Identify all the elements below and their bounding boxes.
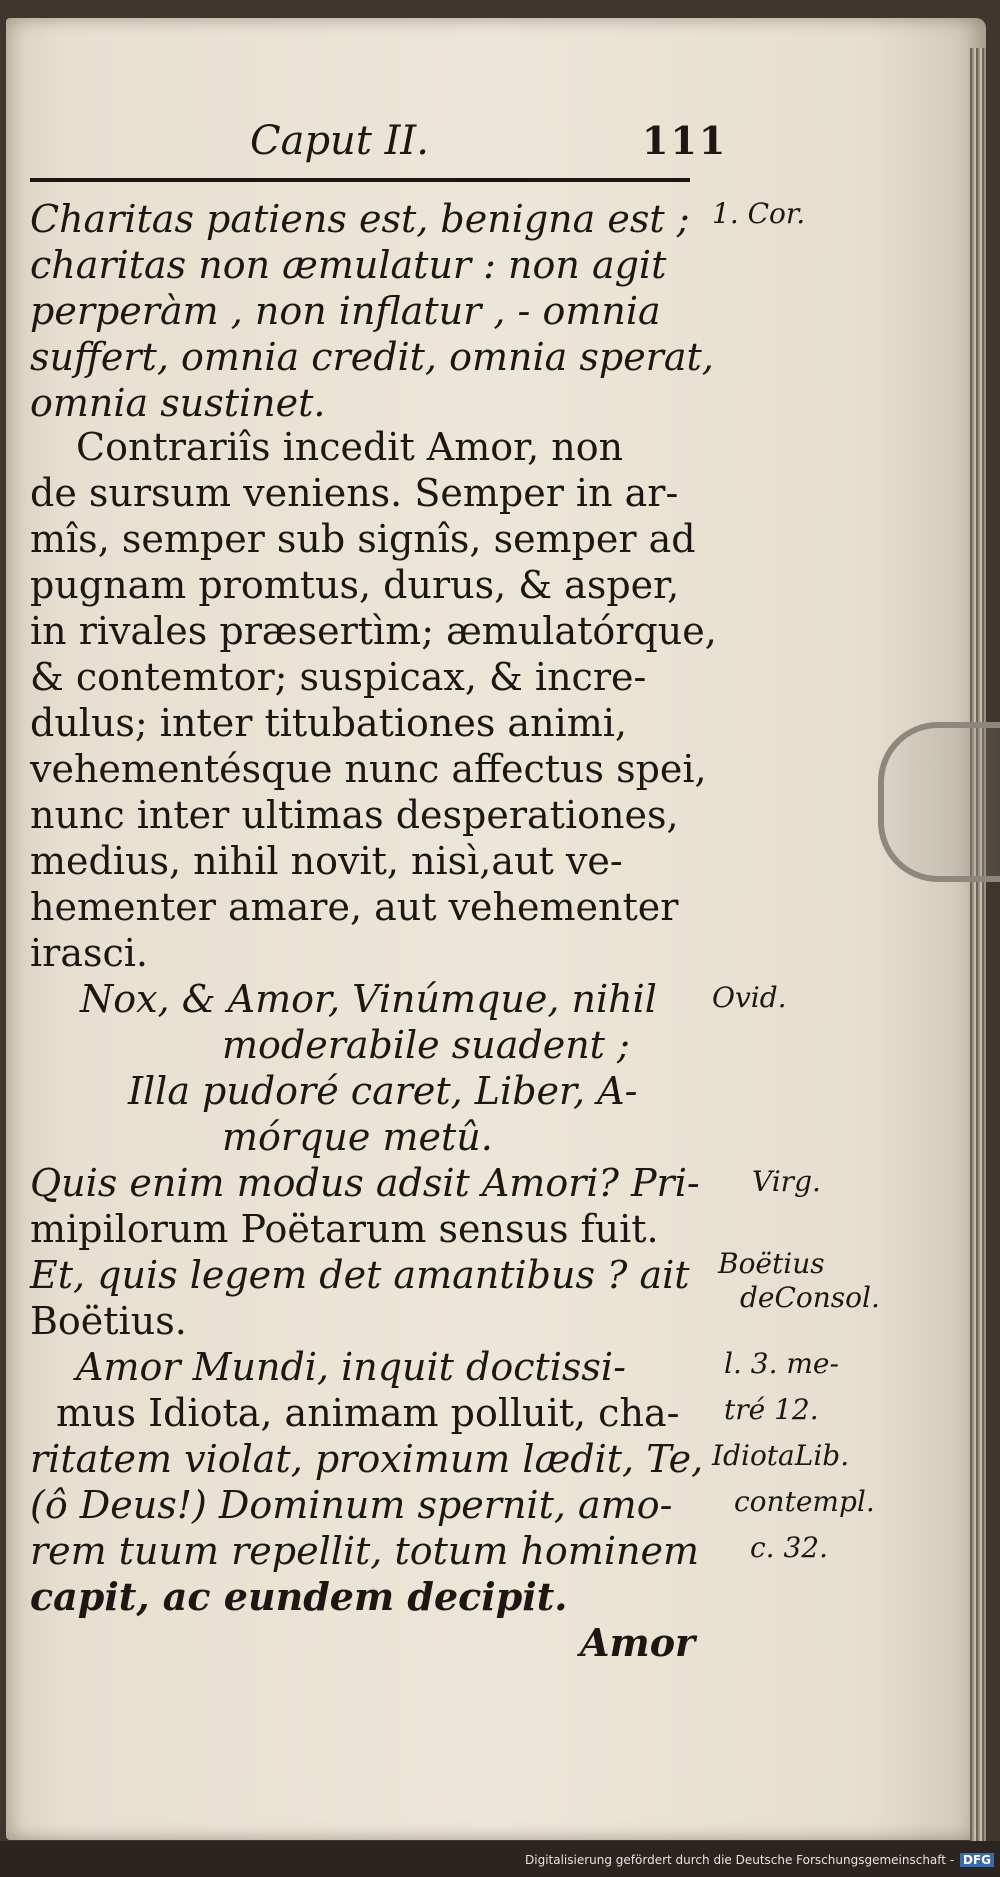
text-line: charitas non æmulatur : non agit (30, 243, 667, 287)
margin-note: c. 32. (750, 1531, 829, 1564)
text-line: vehementésque nunc affectus spei, (30, 747, 707, 791)
credit-text: Digitalisierung gefördert durch die Deutsche Forschungsgemeinschaft - (525, 1853, 955, 1867)
catchword: Amor (580, 1620, 696, 1665)
margin-note: Virg. (752, 1165, 821, 1198)
text-line: suffert, omnia credit, omnia sperat, (30, 335, 714, 379)
text-line: irasci. (30, 931, 148, 975)
header-rule (30, 178, 690, 182)
page-edge (970, 48, 986, 1848)
text-line: dulus; inter titubationes animi, (30, 701, 627, 745)
margin-note: IdiotaLib. (712, 1439, 850, 1472)
margin-note: tré 12. (724, 1393, 819, 1426)
text-line: omnia sustinet. (30, 381, 326, 425)
text-line: hementer amare, aut vehementer (30, 885, 679, 929)
text-line: nunc inter ultimas desperationes, (30, 793, 679, 837)
text-line: medius, nihil novit, nisì,aut ve- (30, 839, 623, 883)
digitization-credit (525, 1853, 994, 1867)
margin-note: Ovid. (712, 981, 787, 1014)
text-line: ritatem violat, proximum lædit, Te, (30, 1437, 704, 1481)
text-line: mus Idiota, animam polluit, cha- (56, 1391, 680, 1435)
text-line: Boëtius. (30, 1299, 187, 1343)
page-clip (878, 722, 1000, 882)
verse-line: Nox, & Amor, Vinúmque, nihil (80, 977, 657, 1021)
text-line: perperàm , non inflatur , - omnia (30, 289, 661, 333)
text-line: Charitas patiens est, benigna est ; (30, 197, 690, 241)
margin-note: contempl. (734, 1485, 875, 1518)
page-number: 111 (642, 118, 728, 163)
running-title: Caput II. (250, 118, 429, 164)
verse-line: Illa pudoré caret, Liber, A- (128, 1069, 638, 1113)
margin-note: l. 3. me- (724, 1347, 839, 1380)
text-line: rem tuum repellit, totum hominem (30, 1529, 699, 1573)
text-line: mipilorum Poëtarum sensus fuit. (30, 1207, 659, 1251)
text-line: Et, quis legem det amantibus ? ait (30, 1253, 690, 1297)
text-line: & contemtor; suspicax, & incre- (30, 655, 647, 699)
text-line: in rivales præsertìm; æmulatórque, (30, 609, 717, 653)
text-line: Amor Mundi, inquit doctissi- (76, 1345, 626, 1389)
margin-note: deConsol. (740, 1281, 880, 1314)
verse-line: mórque metû. (222, 1115, 493, 1159)
margin-note: Boëtius (718, 1247, 825, 1280)
dfg-logo: DFG (960, 1853, 994, 1867)
page-header (30, 118, 728, 182)
text-line: Contrariîs incedit Amor, non (76, 425, 624, 469)
text-line: capit, ac eundem decipit. (30, 1574, 568, 1619)
text-line: mîs, semper sub signîs, semper ad (30, 517, 696, 561)
verse-line: moderabile suadent ; (222, 1023, 630, 1067)
text-line: de sursum veniens. Semper in ar- (30, 471, 679, 515)
text-line: pugnam promtus, durus, & asper, (30, 563, 680, 607)
text-line: Quis enim modus adsit Amori? Pri- (30, 1161, 700, 1205)
margin-note: 1. Cor. (712, 197, 806, 230)
text-line: (ô Deus!) Dominum spernit, amo- (30, 1483, 673, 1527)
